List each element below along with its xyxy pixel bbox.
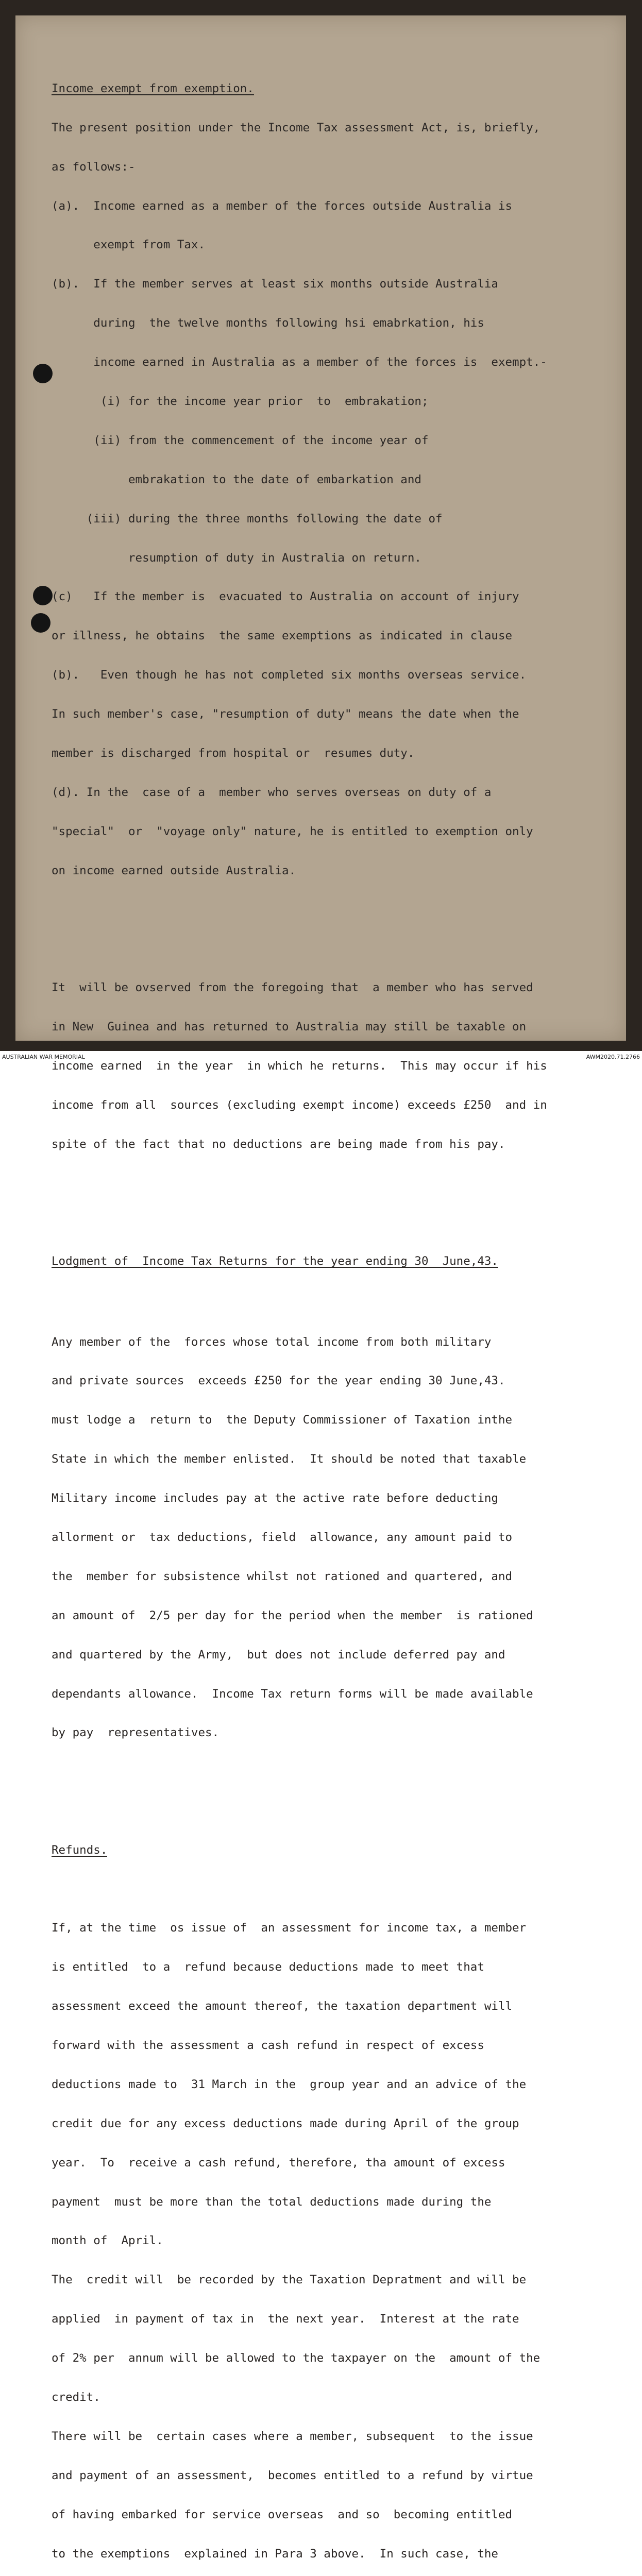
text-line: dependants allowance. Income Tax return forms will be made available xyxy=(52,1687,533,1701)
section-heading: Lodgment of Income Tax Returns for the year ending 30 June,43. xyxy=(52,1255,498,1268)
text-line: (c) If the member is evacuated to Australia on account of injury xyxy=(52,590,519,604)
text-line: (ii) from the commencement of the income year of xyxy=(52,433,429,447)
text-line: credit. xyxy=(52,2390,100,2404)
text-line: and private sources exceeds £250 for the year ending 30 June,43. xyxy=(52,1374,505,1388)
text-line: allorment or tax deductions, field allowance, any amount paid to xyxy=(52,1530,513,1544)
text-line: (iii) during the three months following the date of xyxy=(52,512,443,526)
text-line: "special" or "voyage only" nature, he is entitled to exemption only xyxy=(52,824,533,838)
text-line: is entitled to a refund because deductions made to meet that xyxy=(52,1960,484,1974)
text-line: (b). If the member serves at least six months outside Australia xyxy=(52,277,498,291)
text-line: In such member's case, "resumption of duty" means the date when the xyxy=(52,707,519,721)
text-line: If, at the time os issue of an assessment for income tax, a member xyxy=(52,1921,527,1935)
punch-hole xyxy=(31,613,50,633)
text-line: year. To receive a cash refund, therefore, tha amount of excess xyxy=(52,2156,505,2170)
text-line: forward with the assessment a cash refund in respect of excess xyxy=(52,2038,484,2052)
text-line: It will be ovserved from the foregoing that a member who has served xyxy=(52,981,533,995)
text-line: of 2% per annum will be allowed to the taxpayer on the amount of the xyxy=(52,2351,540,2365)
text-line: income from all sources (excluding exempt income) exceeds £250 and in xyxy=(52,1098,547,1112)
section-heading: Income exempt from exemption. xyxy=(52,81,254,95)
text-line: during the twelve months following hsi emabrkation, his xyxy=(52,316,484,330)
text-line: member is discharged from hospital or resumes duty. xyxy=(52,747,415,760)
text-line: (i) for the income year prior to embrakation; xyxy=(52,395,429,409)
text-line: Any member of the forces whose total income from both military xyxy=(52,1335,492,1349)
text-line: of having embarked for service overseas and so becoming entitled xyxy=(52,2507,513,2521)
text-line: State in which the member enlisted. It should be noted that taxable xyxy=(52,1452,527,1466)
text-line: (d). In the case of a member who serves overseas on duty of a xyxy=(52,785,492,799)
text-line: The present position under the Income Tax assessment Act, is, briefly, xyxy=(52,121,540,134)
text-line: spite of the fact that no deductions are being made from his pay. xyxy=(52,1137,505,1151)
text-line: month of April. xyxy=(52,2234,163,2248)
text-line: on income earned outside Australia. xyxy=(52,863,296,877)
text-line: (b). Even though he has not completed six months overseas service. xyxy=(52,668,527,682)
footer-archive-name: AUSTRALIAN WAR MEMORIAL xyxy=(2,1054,85,1060)
text-line: by pay representatives. xyxy=(52,1726,219,1740)
text-line: and quartered by the Army, but does not include deferred pay and xyxy=(52,1648,505,1662)
text-line: (a). Income earned as a member of the forces outside Australia is xyxy=(52,199,513,213)
document-text xyxy=(52,43,608,2576)
text-line: income earned in the year in which he returns. This may occur if his xyxy=(52,1059,547,1073)
text-line: Military income includes pay at the active rate before deducting xyxy=(52,1492,498,1505)
text-line: as follows:- xyxy=(52,160,136,174)
text-line: and payment of an assessment, becomes entitled to a refund by virtue xyxy=(52,2468,533,2482)
footer-reference-id: AWM2020.71.2766 xyxy=(586,1054,640,1060)
text-line: deductions made to 31 March in the group year and an advice of the xyxy=(52,2077,527,2091)
text-line: embrakation to the date of embarkation and xyxy=(52,472,421,486)
section-heading: Refunds. xyxy=(52,1843,108,1857)
text-line: or illness, he obtains the same exemptions as indicated in clause xyxy=(52,629,513,643)
text-line: income earned in Australia as a member of the forces is exempt.- xyxy=(52,355,547,369)
text-line: applied in payment of tax in the next year. Interest at the rate xyxy=(52,2312,519,2326)
text-line: payment must be more than the total deductions made during the xyxy=(52,2195,492,2209)
text-line: resumption of duty in Australia on return. xyxy=(52,551,421,565)
text-line: an amount of 2/5 per day for the period when the member is rationed xyxy=(52,1608,533,1622)
punch-hole xyxy=(33,586,53,605)
text-line: the member for subsistence whilst not rationed and quartered, and xyxy=(52,1569,513,1583)
text-line: There will be certain cases where a member, subsequent to the issue xyxy=(52,2429,533,2443)
text-line: in New Guinea and has returned to Australia may still be taxable on xyxy=(52,1020,527,1033)
text-line: credit due for any excess deductions made during April of the group xyxy=(52,2116,519,2130)
text-line: The credit will be recorded by the Taxation Depratment and will be xyxy=(52,2273,527,2287)
punch-hole xyxy=(33,364,53,383)
text-line: exempt from Tax. xyxy=(52,238,206,252)
text-line: assessment exceed the amount thereof, the taxation department will xyxy=(52,1999,513,2013)
text-line: must lodge a return to the Deputy Commissioner of Taxation inthe xyxy=(52,1413,513,1427)
text-line: to the exemptions explained in Para 3 above. In such case, the xyxy=(52,2547,498,2561)
